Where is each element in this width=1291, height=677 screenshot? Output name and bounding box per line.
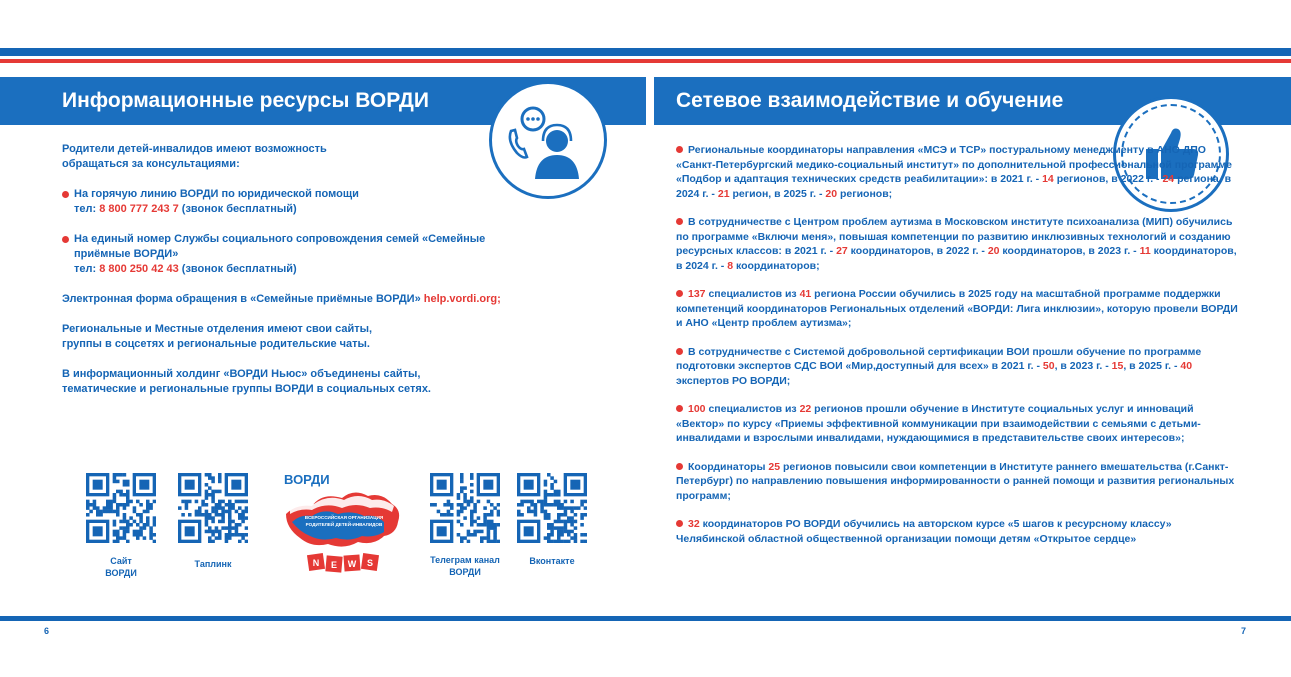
item-text: координаторов;: [733, 259, 820, 272]
network-item: [676, 215, 1241, 273]
item-text: Региональные координаторы направления «МСЭ и ТСР» постуральному менеджменту в АНО ДПО «Санкт-Петербургский медико-социальный институт» по дополнительной профессиональной программе «Подбор и адаптация технических средств реабилитации»: в 2021 г. -: [676, 144, 1232, 185]
network-item: [676, 460, 1241, 504]
highlight-number: 24: [1162, 173, 1175, 185]
holding-text: [62, 367, 502, 397]
item-text: , в 2025 г. -: [1123, 360, 1181, 372]
qr-label-telegram-line1: Телеграм канал: [430, 555, 500, 565]
qr-label-telegram-line2: ВОРДИ: [449, 567, 481, 577]
item-text: региона, в 2024 г. -: [676, 173, 1232, 200]
item-text: регионов повысили свои компетенции в Институте раннего вмешательства (г.Санкт-Петербург) по направлению повышения информированности о ранней помощи и развития региональных программ;: [676, 460, 1235, 502]
eform-label: Электронная форма обращения в «Семейные приёмные ВОРДИ»: [62, 293, 424, 305]
item-text: регион, в 2025 г. -: [729, 187, 826, 200]
item-text: координаторов, в 2023 г. -: [999, 245, 1140, 257]
qr-label-telegram: [420, 554, 510, 578]
holding-line-1: В информационный холдинг «ВОРДИ Ньюс» объединены сайты,: [62, 368, 421, 380]
highlight-number: 15: [1111, 360, 1124, 372]
svg-text:W: W: [347, 559, 357, 569]
item-text: В сотрудничестве с Центром проблем аутизма в Московском институте психоанализа (МИП) обучились по программе «Включи меня», повышая компетенции по развитию инклюзивных технологий и созданию ресурсных классов: в 2021 г. -: [676, 216, 1233, 257]
bottom-blue-stripe: [0, 616, 1291, 621]
right-section-title: Сетевое взаимодействие и обучение: [676, 89, 1064, 112]
single-number-suffix: (звонок бесплатный): [178, 263, 297, 275]
qr-code-site[interactable]: [86, 473, 156, 543]
regional-line-1: Региональные и Местные отделения имеют свои сайты,: [62, 323, 373, 335]
item-text: специалистов из: [705, 403, 800, 415]
page-number-right: 7: [1241, 626, 1247, 636]
svg-text:S: S: [366, 558, 374, 568]
item-text: специалистов из: [705, 288, 800, 300]
hotline-prefix: тел:: [74, 203, 100, 215]
qr-label-vk: [507, 555, 597, 567]
single-number-item: [62, 232, 502, 277]
right-text-block: [676, 143, 1241, 560]
single-number-phone[interactable]: 8 800 250 42 43: [99, 263, 179, 275]
highlight-number: 100: [688, 403, 706, 415]
network-item: [676, 287, 1241, 331]
highlight-number: 20: [987, 245, 1000, 257]
qr-label-site-line1: Сайт: [110, 556, 132, 566]
bullet-dot: [676, 290, 683, 297]
highlight-number: 21: [717, 187, 730, 200]
regional-line-2: группы в соцсетях и региональные родительские чаты.: [62, 338, 370, 350]
network-item: [676, 517, 1241, 546]
vordi-news-logo[interactable]: [280, 470, 408, 578]
left-text-block: [62, 142, 502, 412]
hotline-suffix: (звонок бесплатный): [178, 203, 297, 215]
hotline-phone[interactable]: 8 800 777 243 7: [99, 203, 179, 215]
svg-text:ВСЕРОССИЙСКАЯ ОРГАНИЗАЦИЯ: ВСЕРОССИЙСКАЯ ОРГАНИЗАЦИЯ: [304, 515, 384, 520]
highlight-number: 41: [799, 288, 812, 300]
intro-text: [62, 142, 502, 172]
left-section-title: Информационные ресурсы ВОРДИ: [62, 89, 429, 112]
highlight-number: 20: [825, 187, 838, 200]
qr-label-taplink: [168, 558, 258, 570]
call-center-icon: [489, 81, 607, 199]
highlight-number: 32: [688, 518, 700, 530]
hotline-item: [62, 187, 502, 217]
page-number-left: 6: [44, 626, 50, 636]
highlight-number: 137: [688, 288, 706, 300]
qr-label-taplink-line1: Таплинк: [194, 559, 232, 569]
top-blue-stripe: [0, 48, 1291, 56]
qr-code-telegram[interactable]: [430, 473, 500, 543]
item-text: В сотрудничестве с Системой добровольной сертификации ВОИ прошли обучение по программе подготовки экспертов СДС ВОИ «Мир,доступный для всех» в 2021 г. -: [676, 345, 1202, 372]
highlight-number: 22: [799, 403, 812, 415]
qr-code-taplink[interactable]: [178, 473, 248, 543]
item-text: , в 2023 г. -: [1054, 360, 1112, 372]
bullet-dot: [676, 520, 683, 527]
single-number-label: На единый номер Службы социального сопровождения семей «Семейные приёмные ВОРДИ»: [74, 233, 486, 260]
highlight-number: 50: [1042, 360, 1055, 372]
highlight-number: 25: [768, 460, 781, 473]
item-text: координаторов РО ВОРДИ обучились на авторском курсе «5 шагов к ресурсному классу» Челябинской областной общественной организации помощи детям «Открытое сердце»: [676, 518, 1172, 545]
svg-text:N: N: [312, 558, 320, 568]
bullet-dot: [676, 405, 683, 412]
top-red-stripe: [0, 59, 1291, 63]
qr-code-vk[interactable]: [517, 473, 587, 543]
single-number-prefix: тел:: [74, 263, 100, 275]
qr-label-site-line2: ВОРДИ: [105, 568, 137, 578]
hotline-label: На горячую линию ВОРДИ по юридической помощи: [74, 188, 359, 200]
highlight-number: 8: [727, 259, 734, 272]
intro-line-1: Родители детей-инвалидов имеют возможность: [62, 143, 327, 155]
intro-line-2: обращаться за консультациями:: [62, 158, 240, 170]
bullet-dot: [676, 348, 683, 355]
bullet-dot: [676, 146, 683, 153]
regional-text: [62, 322, 502, 352]
item-text: региона России обучились в 2025 году на масштабной программе поддержки компетенций координаторов Региональных отделений «ВОРДИ: Лига инклюзии», которую провели ВОРДИ и АНО «Центр проблем аутизма»;: [676, 288, 1238, 329]
svg-text:E: E: [330, 560, 338, 570]
item-text: регионов;: [837, 187, 893, 200]
item-text: экспертов РО ВОРДИ;: [676, 374, 791, 387]
highlight-number: 40: [1180, 360, 1193, 372]
qr-label-vk-line1: Вконтакте: [529, 556, 575, 566]
network-item: [676, 345, 1241, 389]
network-item: [676, 402, 1241, 446]
svg-text:ВОРДИ: ВОРДИ: [284, 472, 330, 487]
bullet-dot: [676, 463, 683, 470]
bullet-dot: [676, 218, 683, 225]
eform-link[interactable]: help.vordi.org;: [423, 293, 501, 305]
highlight-number: 11: [1139, 245, 1151, 257]
qr-label-site: [76, 555, 166, 579]
item-text: координаторов, в 2024 г. -: [676, 245, 1237, 272]
eform-text: [62, 292, 502, 307]
holding-line-2: тематические и региональные группы ВОРДИ в социальных сетях.: [62, 383, 431, 395]
item-text: координаторов, в 2022 г. -: [847, 245, 988, 257]
highlight-number: 14: [1042, 173, 1054, 185]
item-text: регионов прошли обучение в Институте социальных услуг и инноваций «Вектор» по курсу «Приемы эффективной коммуникации при взаимодействии с семьями с детьми-инвалидами и взрослыми инвалидами, нуждающимися в представительстве своих интересов»;: [676, 403, 1201, 444]
item-text: Координаторы: [688, 460, 769, 473]
network-item: [676, 143, 1241, 201]
item-text: регионов, в 2022 г. -: [1053, 173, 1163, 185]
highlight-number: 27: [836, 245, 848, 257]
svg-text:РОДИТЕЛЕЙ ДЕТЕЙ-ИНВАЛИДОВ: РОДИТЕЛЕЙ ДЕТЕЙ-ИНВАЛИДОВ: [305, 522, 383, 527]
